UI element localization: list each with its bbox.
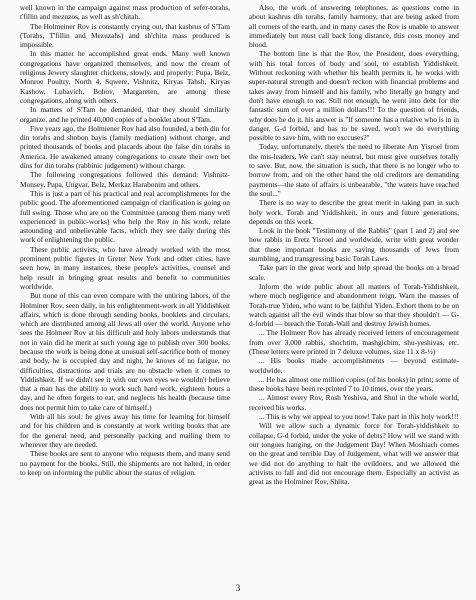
paragraph: But none of this can even compare with the untiring labors, of the Holminer Rov, seen daily, in his enlightenment-work in all Yiddishkeit affairs, which is done through sending books, booklets and circulars, which are distributed among all Jews all over the world. Anyone who sees the Holmeer Rov at his difficult and holy labors understands that not in vain did he merit at such young age to publish over 300 books, because the work is being done at unusual self-sacrifice both of money and body, he is occupied day and night, he knows of no fatigue, no difficulties, distractions and trials are no obstacle when it comes to Yiddishkeit. If we didn't see it with our own eyes we wouldn't believe that a man has the ability to work such hard work, eighteen hours a day, and he often forgets to eat, and neglects his health (because time does not permit him to take care of himself.) bbox=[20, 291, 230, 412]
paragraph: This is just a part of his practical and real accomplishments for the public good. The aforementioned campaign of clarification is going on full swing. Those who are on the Committee (among them many well experienced in public-works) who help the Rov in his work, relate astounding and unbelievable facts, which they see daily during this work of enlightening the public. bbox=[20, 188, 230, 245]
paragraph: Also, the work of answering telephones, as questions come in about kashrus din torahs, family harmony, that are being asked from all corners of the earth, and in many cases the Rov is unable to answer immediately but must call back long distance, this costs money and blood. bbox=[249, 3, 459, 50]
paragraph: ... He has almost one million copies (of his books) in print; some of these books have been re-printed 7 to 10 times, over the years. bbox=[249, 374, 459, 394]
paragraph: In matters of S'Tam he demanded, that they should similarly organize, and he printed 40,000 copies of a booklet about S'Tam. bbox=[20, 105, 230, 124]
paragraph: ... His books made accomplishments — beyond estimate-worldwide. bbox=[249, 356, 459, 375]
paragraph: Will we allow such a dynamic force for Torah-yiddishkeit to collapse, G-d forbid, under the yoke of debts? How will we stand with our tongues hanging, on the Judgement Day! When Moshiach comes on the great and terrible Day of Judgement, what will we answer that we did not do anything to halt the evildoers, and we allowed the activists to fall and did not encourage them. Especially an activist as great as the Holminer Rov, Shlita. bbox=[249, 421, 459, 487]
paragraph: These public activists, who have already worked with the most prominent public figures in Greter New York and other cities, have seen how, in many instances, these people's activities, counsel and help result in bringing great results and benefit to communities worldwide. bbox=[20, 244, 230, 291]
paragraph: Inform the wide public about all matters of Torah-Yiddishkeit, where much negligence and abandonment reign. Warn the masses of Torah-true Yiden, who want to be faithful Yiden. Exhort them to be on watch against all the evil winds that blow so that they shouldn't — G-d-forbid — breach the Torah-Wall and destroy Jewish homes. bbox=[249, 281, 459, 329]
paragraph: These books are sent to anyone who requests them, and many send no payment for the books. Still, the shipments are not halted, in order to keep on informing the public about the status of religion. bbox=[20, 449, 230, 477]
paragraph: With all his soul: he gives away his time for learning for himself and for his children and is constantly at work writing books that are for the general need, and personally packing and mailing them to wherever they are needed. bbox=[20, 412, 230, 449]
left-column bbox=[20, 3, 230, 581]
paragraph: The Holmeiner Rov is constantly crying out, that kashrus of S'Tam (Torahs, T'fillin and Mezuzahs) and sh'chita mass produced is impossible. bbox=[20, 21, 230, 50]
paragraph: Five years ago, the Holmiener Rov had also founded, a beth din for din torahs and shobon bayis (family mediation) without charge, and printed thousands of books and placards about the false din torahs in America. He awakened amany congregations to create their own bet dins for din torahs (rabbinic judgement) without charge. bbox=[20, 123, 230, 171]
paragraph: The bottom line is that the Rov, the President, does everything, with his total forces of body and soul, to establish Yiddishkeit. Without reckoning with whether his health permits it, he works with super-natural strength and doesn't reckon with financial problems and takes away from himself and his family, who literally go hungry and don't have enough to eat. Still not enough, he went into debt for the fantastic sum of over a million dollars!!! To the question of friends, why does he do it, his answer is "If someone has a relative who is in in danger, G-d forbid, and has to be saved, won't we do everything possible to save him, with no exccuses?" bbox=[249, 49, 459, 143]
paragraph: Look in the book "Testimony of the Rabbis" (part 1 and 2) and see how rabbis in Eretz Yisroel and worldwide, write with great wonder that these important books are saving thousands of Jews from stumbling, and transgressing basic Torah Laws. bbox=[249, 226, 459, 264]
page-number: 3 bbox=[235, 583, 241, 593]
paragraph: ... Almost every Rov, Rosh Yeshiva, and Shul in the whole world, received his works. bbox=[249, 393, 459, 412]
paragraph: The following congregations followed this demand: Vishnitz-Monsey, Pupa, Ungvar, Belz, Merkaz Harabonim and others. bbox=[20, 170, 230, 189]
paragraph: There is no way to describe the great merit in taking part in such holy work. Torah and Yiddishkeit, in ours and future generations, depends on this work. bbox=[249, 198, 459, 226]
paragraph: Today, unfortunately, there's the need to liberate Am Yisroel from the mis-leaders. We can't stay neutral, but must give ourselves totally to save. But, now, the situation is such, that there is no longer who to borrow from, and on the other hand the old creditors are demanding payments—the state of affairs is unbearable, "the waters have reached the soul..." bbox=[249, 142, 459, 198]
paragraph: well known in the campaign against mass production of sefer-torahs, t'fillin and mezuzos, as well as sh'chitah. bbox=[20, 3, 230, 22]
paragraph: ... This is why we appeal to you now! Take part in this holy work!!! bbox=[259, 412, 459, 422]
paragraph: In this matter he accomplished great ends. Many well known congregations have organized themselves, and now the cream of religious Jewery slaughter chickens, slowly, and properly: Pupa, Belz, Monroe Poultry, North 4, Sqwere, Vishnitz, Kiryas Tahsh, Kiryas Kashow, Lubavich, Bobov, Margareten, are among these congregations, along with others. bbox=[20, 49, 230, 105]
paragraph: ... The Holmeer Rov has already received letters of encouragement from over 3,000 rabbis, shochtim, mashgichim, shu-yeshivas, etc. (These letters were printed in 7 deluxe volumes, size 11 x 8-½) bbox=[249, 328, 459, 356]
paragraph: Take part in the great work and help spread the books on a broad scale. bbox=[249, 263, 459, 282]
right-column bbox=[249, 3, 459, 581]
